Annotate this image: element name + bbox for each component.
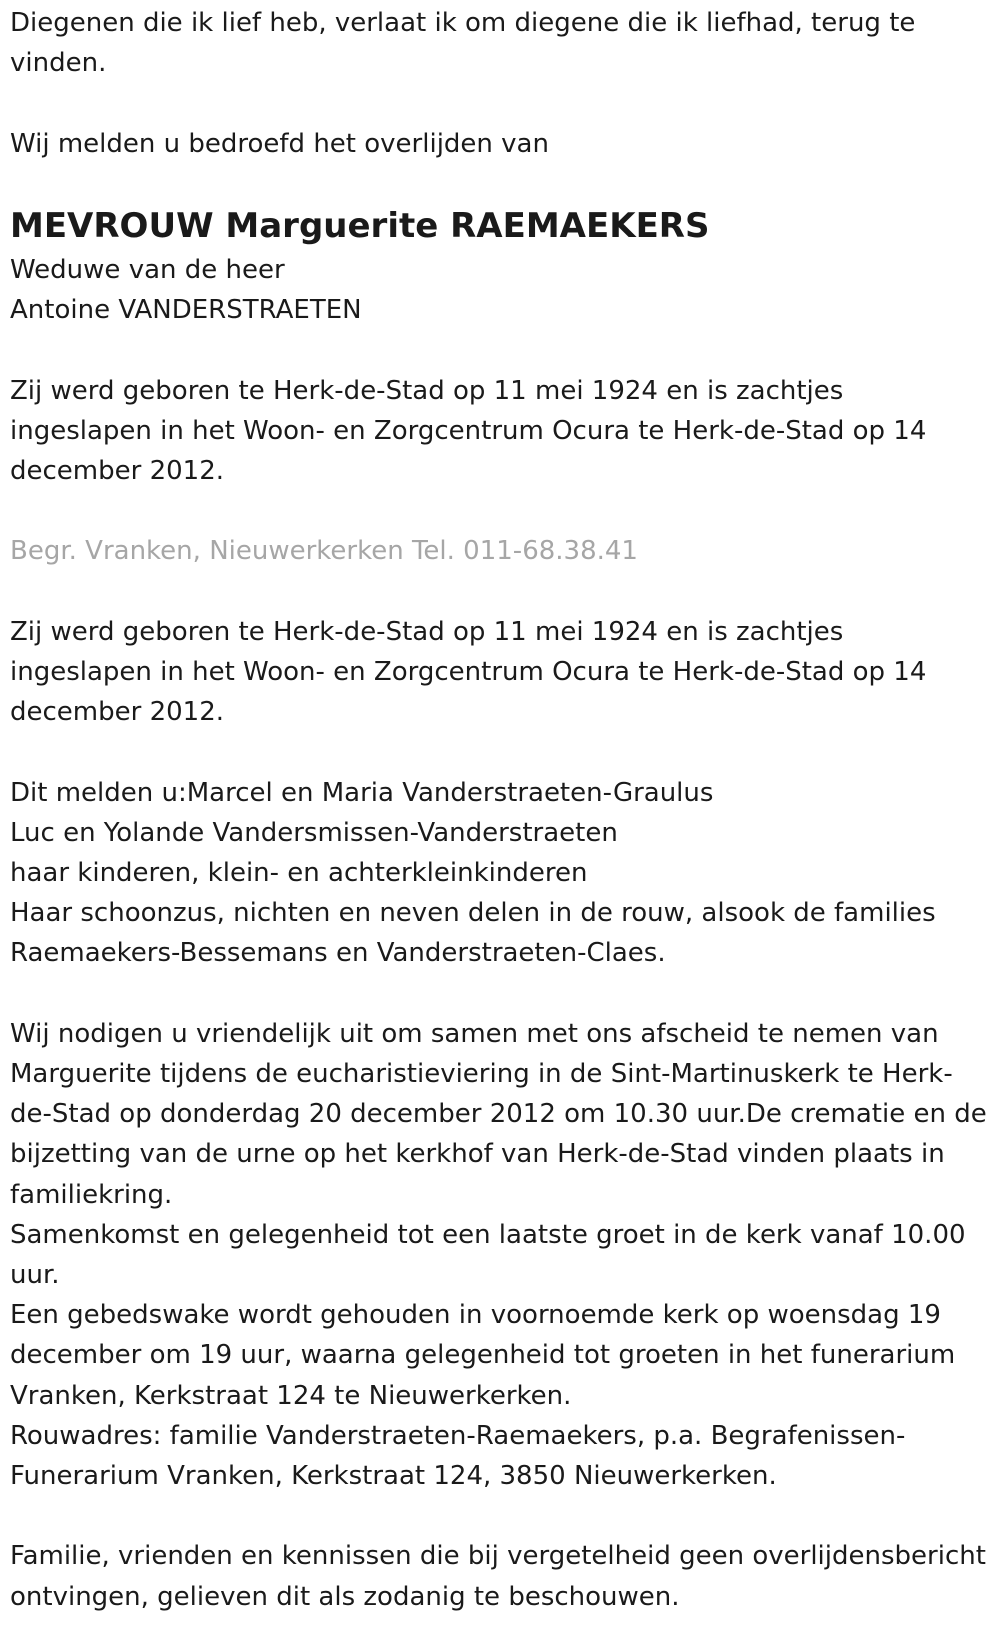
intro-quote-block [10, 3, 990, 83]
closing-block [10, 1536, 990, 1616]
closing-note: Familie, vrienden en kennissen die bij vergetelheid geen overlijdensbericht ontvingen, gelieven dit als zodanig te beschouwen. [10, 1541, 986, 1612]
family-line-children-2: Luc en Yolande Vandersmissen-Vanderstraeten [10, 817, 618, 848]
family-line-children: Dit melden u:Marcel en Maria Vanderstraeten-Graulus [10, 777, 714, 808]
intro-quote: Diegenen die ik lief heb, verlaat ik om diegene die ik liefhad, terug te vinden. [10, 8, 916, 79]
funeral-home-contact: Begr. Vranken, Nieuwerkerken Tel. 011-68.38.41 [10, 536, 638, 567]
funeral-home-block [10, 531, 990, 571]
family-block [10, 773, 990, 974]
ceremony-vigil: Een gebedswake wordt gehouden in voornoemde kerk op woensdag 19 december om 19 uur, waarna gelegenheid tot groeten in het funerarium Vranken, Kerkstraat 124 te Nieuwerkerken. [10, 1300, 956, 1411]
birth-death-text: Zij werd geboren te Herk-de-Stad op 11 mei 1924 en is zachtjes ingeslapen in het Woon- en Zorgcentrum Ocura te Herk-de-Stad op 14 december 2012. [10, 375, 927, 486]
announcement-text: Wij melden u bedroefd het overlijden van [10, 128, 549, 159]
ceremony-gathering: Samenkomst en gelegenheid tot een laatste groet in de kerk vanaf 10.00 uur. [10, 1219, 966, 1290]
birth-death-repeat-text: Zij werd geboren te Herk-de-Stad op 11 mei 1924 en is zachtjes ingeslapen in het Woon- en Zorgcentrum Ocura te Herk-de-Stad op 14 december 2012. [10, 616, 927, 728]
family-line-grandchildren: haar kinderen, klein- en achterkleinkinderen [10, 857, 588, 888]
birth-death-repeat-block [10, 612, 990, 733]
spouse-name: Antoine VANDERSTRAETEN [10, 295, 362, 326]
deceased-block [10, 202, 990, 330]
birth-death-block [10, 371, 990, 492]
ceremony-invitation: Wij nodigen u vriendelijk uit om samen met ons afscheid te nemen van Marguerite tijdens de eucharistieviering in de Sint-Martinuskerk te Herk-de-Stad op donderdag 20 december 2012 om 10.30 uur.De crematie en de bijzetting van de urne op het kerkhof van Herk-de-Stad vinden plaats in familiekring. [10, 1018, 987, 1210]
ceremony-block [10, 1014, 990, 1496]
mourning-address: Rouwadres: familie Vanderstraeten-Raemaekers, p.a. Begrafenissen-Funerarium Vranken, Kerkstraat 124, 3850 Nieuwerkerken. [10, 1420, 906, 1491]
announcement-block [10, 124, 990, 164]
family-line-relatives: Haar schoonzus, nichten en neven delen in de rouw, alsook de families Raemaekers-Bessemans en Vanderstraeten-Claes. [10, 898, 936, 969]
deceased-name: MEVROUW Marguerite RAEMAEKERS [10, 205, 710, 246]
widow-of-line: Weduwe van de heer [10, 254, 285, 285]
